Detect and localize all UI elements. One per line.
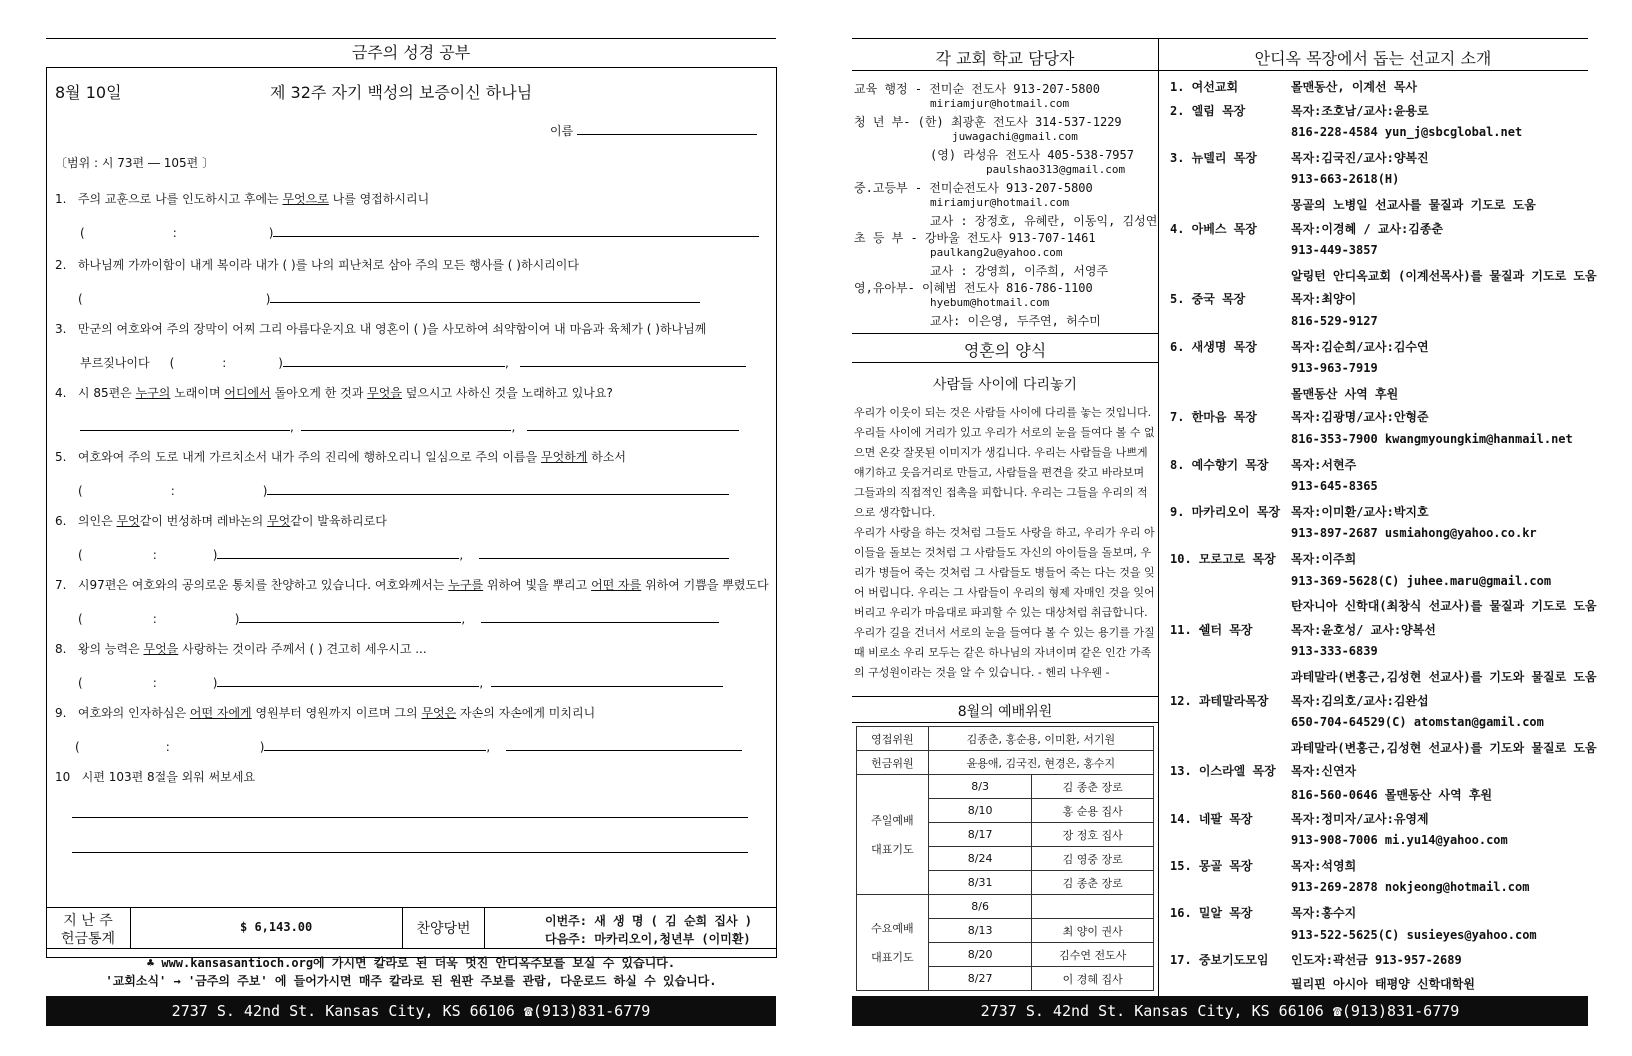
offering-divider-1 <box>130 907 131 948</box>
prayer-date: 8/31 <box>928 871 1032 895</box>
sunday-label: 주일예배 대표기도 <box>857 775 929 895</box>
mission-detail: 목자:정미자/교사:유영제 <box>1291 811 1429 826</box>
prayer-name: 최 양이 권사 <box>1032 919 1154 943</box>
teacher-line: 초 등 부 - 강바울 전도사 913-707-1461 <box>854 231 1096 245</box>
article-line: 얘기하고 웃음거리로 만들고, 사람들을 편견을 갖고 바라보며 <box>854 466 1145 479</box>
teachers-header-rule <box>852 70 1158 71</box>
teacher-email: paulkang2u@yahoo.com <box>930 246 1063 259</box>
mission-name: 15. 몽골 목장 <box>1170 858 1253 873</box>
mission-detail: 816-529-9127 <box>1291 314 1378 328</box>
mission-detail: 목자:조호남/교사:윤용로 <box>1291 103 1429 118</box>
question-10: 10 시편 103편 8절을 외워 써보세요 <box>55 770 256 784</box>
article-line: 그들과의 직접적인 접촉을 피합니다. 우리는 그들을 우리의 적 <box>854 486 1148 499</box>
mission-name: 17. 중보기도모임 <box>1170 953 1269 968</box>
question-4: 4. 시 85편은 누구의 노래이며 어디에서 돌아오게 한 것과 무엇을 덮으시고 사하신 것을 노래하고 있나요? <box>55 386 613 400</box>
name-label: 이름 <box>550 120 757 139</box>
mission-detail: 목자:신연자 <box>1291 764 1357 779</box>
mission-name: 5. 중국 목장 <box>1170 292 1246 307</box>
prayer-date: 8/24 <box>928 847 1032 871</box>
mission-name: 11. 쉘터 목장 <box>1170 622 1253 637</box>
scripture-range: 〔범위 : 시 73편 ― 105편 〕 <box>55 156 215 170</box>
offering-committee-row <box>857 751 1154 775</box>
lesson-title: 제 32주 자기 백성의 보증이신 하나님 <box>270 83 533 102</box>
worship-top-rule <box>852 696 1158 697</box>
question-9: 9. 여호와의 인자하심은 어떤 자에게 영원부터 영원까지 이르며 그의 무엇은 자손의 자손에게 미치리니 <box>55 706 596 720</box>
teacher-line: 교사 : 강영희, 이주희, 서영주 <box>930 264 1109 278</box>
mission-detail: 816-353-7900 kwangmyoungkim@hanmail.net <box>1291 432 1573 446</box>
prayer-date: 8/3 <box>928 775 1032 799</box>
greeters-row <box>857 727 1154 751</box>
article-line: 우리들 사이에 거리가 있고 우리가 서로의 눈을 들여다 볼 수 없 <box>854 426 1155 439</box>
question-7: 7. 시97편은 여호와의 공의로운 통치를 찬양하고 있습니다. 여호와께서는 누구를 위하여 빛을 뿌리고 어떤 자를 위하여 기쁨을 뿌렸도다 <box>55 578 769 592</box>
soul-title: 영혼의 양식 <box>963 341 1047 360</box>
article-line: 버리고 우리가 마음대로 파괴할 수 있는 대상처럼 취급합니다. <box>854 606 1148 619</box>
mission-detail: 913-963-7919 <box>1291 361 1378 376</box>
worship-committee-table <box>856 726 1154 991</box>
mission-detail: 목자:서현주 <box>1291 457 1357 472</box>
mission-name: 10. 모로고로 목장 <box>1170 552 1276 566</box>
website-notice: ♣ www.kansasantioch.org에 가시면 칼라로 된 더욱 멋진 안디옥주보를 보실 수 있습니다. <box>146 956 676 970</box>
left-footer-address: 2737 S. 42nd St. Kansas City, KS 66106 ☎(913)831-6779 <box>46 996 776 1026</box>
mission-name: 4. 아베스 목장 <box>1170 221 1257 236</box>
article-line: 리가 병들어 죽는 것처럼 그 사람들도 병들어 죽는 다는 것을 잊 <box>854 566 1155 579</box>
mission-detail: 913-897-2687 usmiahong@yahoo.co.kr <box>1291 526 1537 541</box>
right-top-rule <box>852 38 1588 39</box>
greeters-names: 김종춘, 홍순용, 이미환, 서기원 <box>928 727 1153 751</box>
answer-line-4: , , <box>80 416 739 434</box>
question-8: 8. 왕의 능력은 무엇을 사랑하는 것이라 주께서 ( ) 견고히 세우시고 ... <box>55 642 427 656</box>
answer-line-5: ( : ) <box>78 480 729 498</box>
mission-detail: 몰맨동산, 이계선 목사 <box>1291 80 1418 94</box>
mission-detail: 알링턴 안디옥교회 (이계선목사)를 물질과 기도로 도움 <box>1291 268 1597 283</box>
article-line: 우리가 길을 건너서 서로의 눈을 들여다 볼 수 있는 용기를 가질 <box>854 626 1155 639</box>
prayer-date: 8/17 <box>928 823 1032 847</box>
mission-detail: 목자:김순희/교사:김수연 <box>1291 339 1429 354</box>
question-2: 2. 하나님께 가까이함이 내게 복이라 내가 ( )를 나의 피난처로 삼아 주의 모든 행사를 ( )하시리이다 <box>55 258 579 272</box>
prayer-name: 김수연 전도사 <box>1032 943 1154 967</box>
greeters-label: 영접위원 <box>857 727 929 751</box>
mission-detail: 913-449-3857 <box>1291 243 1378 258</box>
mission-header: 안디옥 목장에서 돕는 선교지 소개 <box>1254 49 1492 68</box>
mission-detail: 몽골의 노병일 선교사를 물질과 기도로 도움 <box>1291 198 1536 212</box>
mission-detail: 816-560-0646 몰맨동산 사역 후원 <box>1291 788 1493 802</box>
prayer-name: 이 경혜 집사 <box>1032 967 1154 991</box>
article-line: 때 비로소 우리 모두는 같은 하나님의 자녀이며 같은 인간 가족 <box>854 646 1152 659</box>
offering-top-rule <box>46 907 776 908</box>
mission-detail: 913-269-2878 nokjeong@hotmail.com <box>1291 880 1530 895</box>
teacher-line: 교육 행정 - 전미순 전도사 913-207-5800 <box>854 82 1100 96</box>
prayer-name <box>1032 895 1154 919</box>
offering-label-1: 지 난 주 <box>63 913 113 929</box>
mission-name: 7. 한마음 목장 <box>1170 410 1257 425</box>
mission-detail: 목자:김의호/교사:김완섭 <box>1291 693 1429 708</box>
left-top-rule <box>46 38 776 39</box>
mission-detail: 과테말라(변홍근,김성현 선교사)를 기도와 물질로 도움 <box>1291 670 1597 684</box>
teacher-email: miriamjur@hotmail.com <box>930 196 1070 209</box>
offering-label-2: 헌금통계 <box>60 931 116 947</box>
mission-detail: 목자:이경혜 / 교사:김종춘 <box>1291 221 1444 236</box>
wednesday-label: 수요예배 대표기도 <box>857 895 929 991</box>
prayer-name: 홍 순용 집사 <box>1032 799 1154 823</box>
teacher-line: (영) 라성유 전도사 405-538-7957 <box>930 148 1134 162</box>
teachers-header: 각 교회 학교 담당자 <box>935 49 1075 68</box>
wednesday-row <box>857 895 1154 919</box>
article-line: 이들을 돌보는 것처럼 그 사람들도 자신의 아이들을 돌보며, 우 <box>854 546 1152 559</box>
article-line: 어 버립니다. 우리는 그 사람들이 우리의 형제 자매인 것을 잊어 <box>854 586 1155 599</box>
mission-detail: 650-704-64529(C) atomstan@gamil.com <box>1291 715 1544 730</box>
sunday-row <box>857 775 1154 799</box>
mission-detail: 인도자:곽선금 913-957-2689 <box>1291 953 1462 968</box>
mission-detail: 목자:윤호성/ 교사:양복선 <box>1291 622 1436 637</box>
prayer-name: 김 종춘 장로 <box>1032 871 1154 895</box>
prayer-date: 8/27 <box>928 967 1032 991</box>
prayer-date: 8/20 <box>928 943 1032 967</box>
mission-name: 13. 이스라엘 목장 <box>1170 764 1276 779</box>
choir-next-week: 다음주: 마카리오이,청년부 (이미환) <box>545 932 751 946</box>
choir-this-week: 이번주: 새 생 명 ( 김 순희 집사 ) <box>545 914 752 928</box>
teacher-line: 청 년 부- (한) 최광훈 전도사 314-537-1229 <box>854 115 1122 129</box>
mission-detail: 913-908-7006 mi.yu14@yahoo.com <box>1291 833 1508 848</box>
offering-bottom-rule <box>46 948 776 949</box>
mission-header-rule <box>1158 70 1588 71</box>
question-6: 6. 의인은 무엇같이 번성하며 레바논의 무엇같이 발육하리로다 <box>55 514 387 528</box>
download-notice: '교회소식' → '금주의 주보' 에 들어가시면 매주 칼라로 된 원판 주보를 관람, 다운로드 하실 수 있습니다. <box>105 974 717 988</box>
teacher-line: 중.고등부 - 전미순전도사 913-207-5800 <box>854 181 1093 195</box>
soul-bottom-rule <box>852 362 1158 363</box>
mission-detail: 몰맨동산 사역 후원 <box>1291 386 1399 401</box>
mission-detail: 목자:이주희 <box>1291 552 1357 566</box>
mission-detail: 816-228-4584 yun_j@sbcglobal.net <box>1291 125 1523 140</box>
answer-line-1: ( : ) <box>80 222 759 240</box>
teacher-email: paulshao313@gmail.com <box>986 163 1126 176</box>
mission-detail: 913-333-6839 <box>1291 644 1378 659</box>
answer-line-8: ( : ) , <box>78 672 723 690</box>
prayer-name: 장 정호 집사 <box>1032 823 1154 847</box>
prayer-date: 8/6 <box>928 895 1032 919</box>
article-line: 의 구성원이라는 것을 알 수 있습니다. - 헨리 나우웬 - <box>854 666 1110 679</box>
offering-committee-label: 헌금위원 <box>857 751 929 775</box>
mission-name: 1. 여선교회 <box>1170 80 1239 94</box>
question-3: 3. 만군의 여호와여 주의 장막이 어찌 그리 아름다운지요 내 영혼이 ( )을 사모하여 쇠약함이여 내 마음과 육체가 ( )하나님께 <box>55 322 707 336</box>
article-line: 으면 온갖 잘못된 이미지가 생깁니다. 우리는 사람들을 나쁘게 <box>854 446 1148 459</box>
article-title: 사람들 사이에 다리놓기 <box>932 377 1078 393</box>
teacher-line: 교사 : 장정호, 유혜란, 이동익, 김성연 <box>930 214 1158 228</box>
soul-top-rule <box>852 333 1158 334</box>
answer-line-9: ( : ) , <box>75 736 742 754</box>
mission-name: 2. 엘림 목장 <box>1170 103 1246 118</box>
right-footer-address: 2737 S. 42nd St. Kansas City, KS 66106 ☎(913)831-6779 <box>852 996 1588 1026</box>
answer-line-2: ( ) <box>78 288 700 306</box>
worship-bottom-rule <box>852 722 1158 723</box>
teacher-email: hyebum@hotmail.com <box>930 296 1050 309</box>
mission-detail: 목자:석영희 <box>1291 858 1357 873</box>
choir-label: 찬양당번 <box>416 921 471 937</box>
offering-committee-names: 윤용애, 김국진, 현경은, 홍수지 <box>928 751 1153 775</box>
teacher-line: 영,유아부- 이혜범 전도사 816-786-1100 <box>854 281 1093 295</box>
teacher-email: miriamjur@hotmail.com <box>930 97 1070 110</box>
prayer-date: 8/10 <box>928 799 1032 823</box>
mission-name: 9. 마카리오이 목장 <box>1170 504 1281 519</box>
mission-detail: 913-645-8365 <box>1291 479 1378 494</box>
column-divider <box>1158 38 1159 996</box>
article-line: 우리가 이웃이 되는 것은 사람들 사이에 다리를 놓는 것입니다. <box>854 406 1152 419</box>
article-line: 으로 생각합니다. <box>854 506 936 519</box>
article-line: 우리가 사랑을 하는 것처럼 그들도 사랑을 하고, 우리가 우리 아 <box>854 526 1155 539</box>
mission-name: 3. 뉴델리 목장 <box>1170 150 1257 165</box>
mission-detail: 필리핀 아시아 태평양 신학대학원 <box>1291 976 1475 991</box>
prayer-date: 8/13 <box>928 919 1032 943</box>
answer-line-7: ( : ) , <box>78 608 719 626</box>
mission-detail: 목자:홍수지 <box>1291 906 1357 920</box>
worship-title: 8월의 예배위원 <box>957 704 1053 720</box>
offering-divider-3 <box>484 907 485 948</box>
mission-detail: 목자:이미환/교사:박지호 <box>1291 504 1429 519</box>
mission-detail: 913-369-5628(C) juhee.maru@gmail.com <box>1291 573 1552 588</box>
mission-detail: 목자:최양이 <box>1291 292 1357 307</box>
prayer-name: 김 영중 장로 <box>1032 847 1154 871</box>
answer-line-10a <box>72 817 748 818</box>
offering-amount: $ 6,143.00 <box>240 920 313 934</box>
question-5: 5. 여호와여 주의 도로 내게 가르치소서 내가 주의 진리에 행하오리니 일심으로 주의 이름을 무엇하게 하소서 <box>55 450 626 464</box>
mission-name: 6. 새생명 목장 <box>1170 339 1257 354</box>
left-header-title: 금주의 성경 공부 <box>351 43 471 62</box>
mission-name: 16. 밀알 목장 <box>1170 906 1253 920</box>
prayer-name: 김 종춘 장로 <box>1032 775 1154 799</box>
study-date: 8월 10일 <box>55 83 122 102</box>
mission-detail: 목자:김국진/교사:양복진 <box>1291 150 1429 165</box>
mission-name: 8. 예수향기 목장 <box>1170 457 1269 472</box>
question-1: 1. 주의 교훈으로 나를 인도하시고 후에는 무엇으로 나를 영접하시리니 <box>55 192 430 206</box>
teacher-email: juwagachi@gmail.com <box>952 130 1078 143</box>
mission-detail: 탄자니아 신학대(최창식 선교사)를 물질과 기도로 도움 <box>1291 599 1597 614</box>
answer-line-6: ( : ) , <box>78 544 729 562</box>
mission-detail: 과테말라(변홍근,김성현 선교사)를 기도와 물질로 도움 <box>1291 740 1597 755</box>
mission-detail: 913-663-2618(H) <box>1291 172 1400 187</box>
mission-name: 12. 과테말라목장 <box>1170 693 1269 708</box>
answer-line-3: 부르짖나이다 ( : ) , <box>80 352 746 371</box>
teacher-line: 교사: 이은영, 두주연, 허수미 <box>930 314 1101 328</box>
mission-detail: 목자:김광명/교사:안형준 <box>1291 410 1429 425</box>
mission-name: 14. 네팔 목장 <box>1170 811 1253 826</box>
answer-line-10b <box>72 852 748 853</box>
mission-detail: 913-522-5625(C) susieyes@yahoo.com <box>1291 927 1537 942</box>
